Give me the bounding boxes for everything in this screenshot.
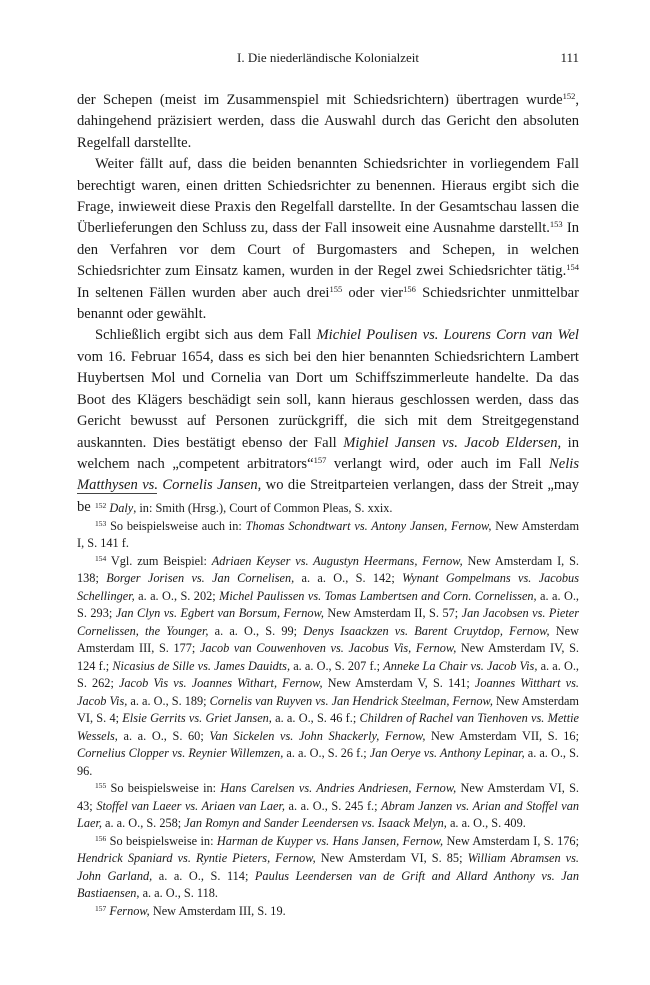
text-run: Schließlich ergibt sich aus dem Fall [95,327,317,344]
text-run: New Amsterdam VII, S. 16; [425,728,579,743]
text-run: New Amsterdam V, S. 141; [322,676,475,690]
text-run: a. a. O., S. 96. [77,746,579,778]
text-run: In seltenen Fällen wurden aber auch drei [77,284,330,301]
footnote-marker: 157 [313,454,327,465]
paragraph [77,154,579,325]
case-citation: Jan Romyn and Sander Leendersen vs. Isaack Melyn, [184,816,447,830]
text-run: verlangt wird, oder auch im Fall [326,455,549,472]
text-run: , in welchem nach „competent arbitrators“ [77,434,579,472]
text-run: New Amsterdam I, S. 176; [443,833,579,848]
text-run: a. a. O., S. 114; [152,868,255,883]
text-run: New Amsterdam III, S. 19. [149,903,286,918]
text-run: a. a. O., S. 46 f.; [271,711,360,725]
case-citation: Paulus Leendersen van de Grift and Allard Anthony vs. Jan Bastiaensen, [77,868,579,900]
case-citation: Elsie Gerrits vs. Griet Jansen, [122,711,272,725]
footnote-marker: 152 [95,501,107,510]
text-run: a. a. O., S. 26 f.; [283,746,370,760]
text-run: New Amsterdam VI, S. 4; [77,693,579,725]
case-citation: Michiel Poulisen vs. Lourens Corn van Wel [316,327,579,344]
case-citation: Children of Rachel van Tienhoven vs. Mettie Wessels, [77,711,579,743]
paragraph [77,90,579,154]
case-citation: Nelis Matthysen vs. Cornelis Jansen [77,455,579,494]
case-citation: Cornelius Clopper vs. Reynier Willemzen, [77,746,284,760]
case-citation: Harman de Kuyper vs. Hans Jansen, Fernow, [216,833,444,848]
case-citation: Borger Jorisen vs. Jan Cornelisen, [106,571,295,585]
text-run: New Amsterdam VI, S. 43; [77,781,579,813]
case-citation: Jan Jacobsen vs. Pieter Cornelissen, the Younger, [77,606,579,638]
text-run: So beispielsweise in: [106,781,221,795]
page-number: 111 [560,50,579,65]
text-run: New Amsterdam III, S. 177; [77,623,579,655]
case-citation: William Abramsen vs. John Garland, [77,851,579,883]
footnote-marker: 153 [549,219,563,230]
case-citation: Cornelis van Ruyven vs. Jan Hendrick Steelman, Fernow, [209,693,493,708]
text-run: a. a. O., S. 118. [139,886,218,900]
text-run: So beispielsweise auch in: [106,518,246,533]
footnote-marker: 157 [95,903,107,913]
text-run: New Amsterdam II, S. 57; [323,606,462,620]
case-citation: Hans Carelsen vs. Andries Andriesen, Fernow, [220,781,457,795]
text-run: a. a. O., S. 245 f.; [284,798,382,813]
text-run: a. a. O., S. 293; [77,588,579,620]
footnotes [77,500,579,920]
footnote [77,780,579,833]
text-run: a. a. O., S. 258; [101,816,185,830]
footnote-marker: 155 [95,781,107,790]
text-run: So beispielsweise in: [106,833,217,848]
case-citation: Adriaen Keyser vs. Augustyn Heermans, Fernow, [211,553,463,568]
case-citation: Mighiel Jansen vs. Jacob Eldersen [343,434,558,451]
footnote-marker: 154 [95,553,107,563]
main-text [77,90,579,518]
case-citation: Nicasius de Sille vs. James Dauidts, [112,658,291,673]
case-citation: Jan Clyn vs. Egbert van Borsum, Fernow, [115,606,324,620]
text-run: Schiedsrichter unmittelbar benannt oder gewählt. [77,284,579,323]
running-title: I. Die niederländische Kolonialzeit [237,50,419,65]
text-run: a. a. O., S. 262; [77,658,579,690]
footnote [77,553,579,781]
text-run: New Amsterdam I, S. 141 f. [77,518,580,550]
footnote-marker: 154 [566,262,579,273]
case-citation: Anneke La Chair vs. Jacob Vis, [383,658,538,673]
case-citation: Jacob van Couwenhoven vs. Jacobus Vis, Fernow, [199,641,457,655]
footnote-marker: 153 [95,518,107,528]
case-citation: Jacob Vis vs. Joannes Withart, Fernow, [118,676,323,690]
text-run: a. a. O., S. 409. [446,816,526,830]
text-run: der Schepen (meist im Zusammenspiel mit Schiedsrichtern) übertragen wurde [77,92,563,108]
text-run: New Amsterdam I, S. 138; [77,553,580,585]
case-citation: Daly [109,501,134,515]
text-run: Vgl. zum Beispiel: [106,553,212,568]
text-run: a. a. O., S. 142; [294,571,403,585]
text-run: , dahingehend präzisiert werden, dass die Auswahl durch das Gericht den absoluten Regelfall darstellte. [77,92,579,151]
case-citation: Thomas Schondtwart vs. Antony Jansen, Fernow, [245,518,492,533]
footnote-marker: 156 [403,283,416,294]
running-header [77,50,579,70]
footnote-marker: 152 [562,91,576,101]
text-run: , in: Smith (Hrsg.), Court of Common Pleas, S. xxix. [133,501,393,515]
case-citation: Hendrick Spaniard vs. Ryntie Pieters, Fernow, [77,851,316,865]
case-citation: Wynant Gompelmans vs. Jacobus Schellinger, [77,571,579,603]
footnote-marker: 156 [95,833,107,843]
text-run: a. a. O., S. 189; [127,693,210,708]
footnote-marker: 155 [329,283,343,294]
footnote [77,833,579,903]
text-run: vom 16. Februar 1654, dass es sich bei den hier benannten Schiedsrichtern Lambert Huybertsen Mol und Cornelia van Dort um Schiffszimmerleute handelte. Da das Boot des Klägers beschädigt sein soll, kann hieraus geschlossen werden, dass das Gericht bewusst auf Personen zurückgriff, die sich mit dem Streitgegenstand auskannten. Dies bestätigt ebenso der Fall [77,348,579,451]
case-citation: Fernow, [109,903,150,918]
text-run: oder vier [342,284,404,301]
text-run: a. a. O., S. 60; [117,728,210,743]
text-run: In den Verfahren vor dem Court of Burgomasters and Schepen, in welchen Schiedsrichter zum Einsatz kamen, wurden in der Regel zwei Schiedsrichter tätig. [77,220,579,280]
case-citation: Van Sickelen vs. John Shackerly, Fernow, [209,728,426,743]
text-run: , wo die Streitparteien verlangen, dass der Streit „may be [77,477,579,515]
footnote [77,500,579,518]
text-run: a. a. O., S. 99; [208,623,304,638]
text-run: Weiter fällt auf, dass die beiden benannten Schiedsrichter in vorliegendem Fall berechtigt waren, einen dritten Schiedsrichter zu benennen. Hieraus ergibt sich die Frage, inwieweit diese Praxis den Regelfall darstellte. In der Gesamtschau lassen die Überlieferungen den Schluss zu, dass der Fall insoweit eine Ausnahme darstellt. [77,156,579,237]
case-citation: Stoffel van Laeer vs. Ariaen van Laer, [96,798,285,813]
case-citation: Denys Isaackzen vs. Barent Cruytdop, Fernow, [303,623,550,638]
case-citation: Jan Oerye vs. Anthony Lepinar, [369,746,525,760]
text-run: a. a. O., S. 207 f.; [290,658,384,673]
text-run: a. a. O., S. 202; [134,588,220,603]
case-citation: Michel Paulissen vs. Tomas Lambertsen and Corn. Cornelissen, [219,588,537,603]
text-run: New Amsterdam VI, S. 85; [315,851,468,865]
text-run: New Amsterdam IV, S. 124 f.; [77,641,579,673]
footnote [77,903,579,921]
paragraph [77,325,579,518]
case-citation: Abram Janzen vs. Arian and Stoffel van Laer, [77,798,579,830]
case-citation: Joannes Witthart vs. Jacob Vis, [77,676,580,708]
footnote [77,518,579,553]
footnote-separator [77,493,157,494]
